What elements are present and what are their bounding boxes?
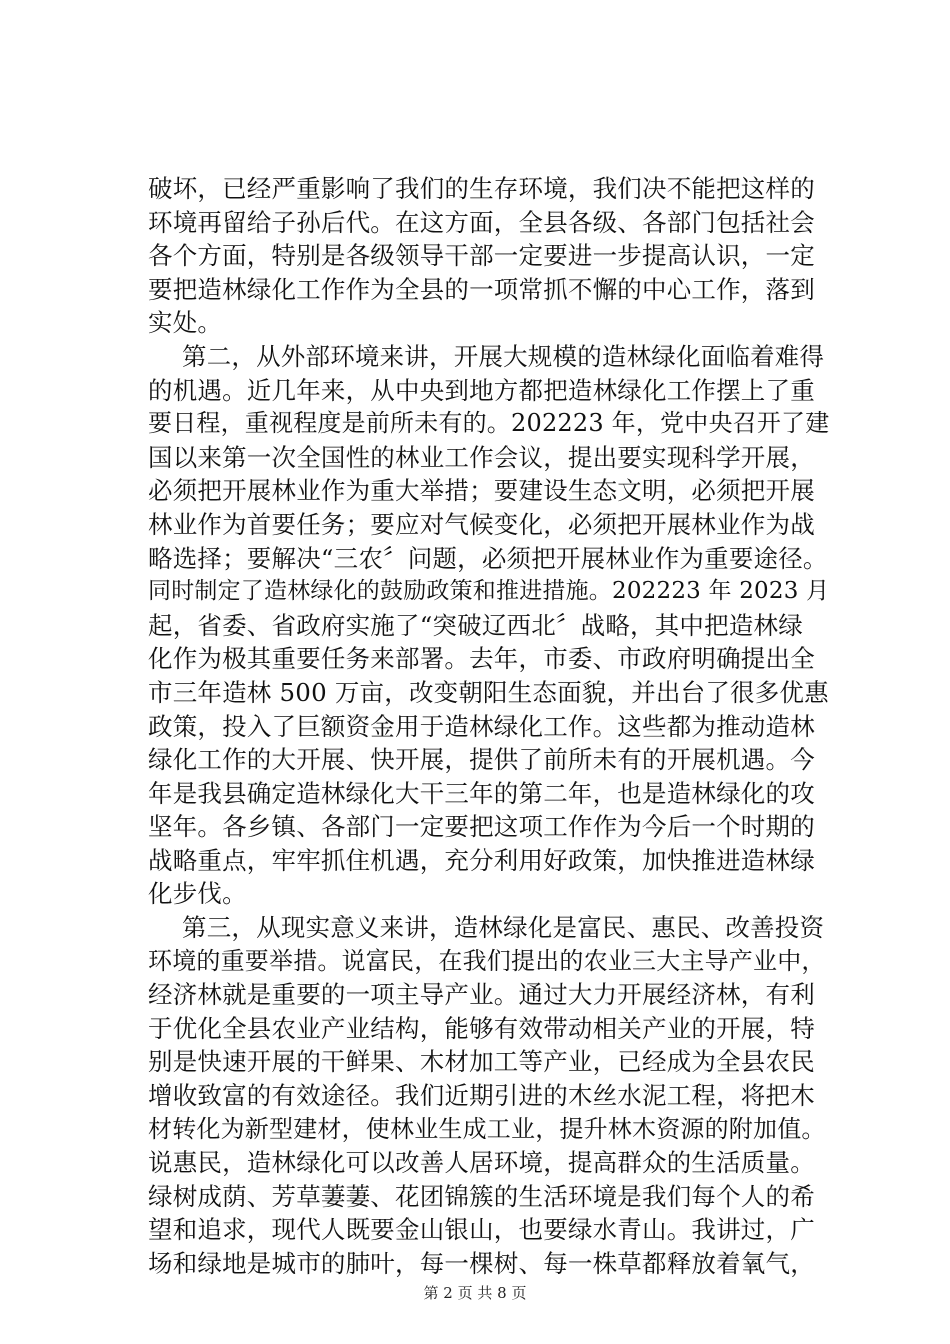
text-line: 第二，从外部环境来讲，开展大规模的造林绿化面临着难得 bbox=[182, 341, 825, 371]
text-line: 要把造林绿化工作作为全县的一项常抓不懈的中心工作，落到 bbox=[148, 274, 815, 304]
text-line: 经济林就是重要的一项主导产业。通过大力开展经济林，有利 bbox=[148, 980, 815, 1010]
text-line: 国以来第一次全国性的林业工作会议，提出要实现科学开展， bbox=[148, 442, 815, 472]
text-line: 市三年造林 500 万亩，改变朝阳生态面貌，并出台了很多优惠 bbox=[148, 677, 829, 707]
text-line: 必须把开展林业作为重大举措；要建设生态文明，必须把开展 bbox=[148, 476, 815, 506]
text-line: 同时制定了造林绿化的鼓励政策和推进措施。202223 年 2023 月 bbox=[148, 578, 830, 605]
text-line: 绿化工作的大开展、快开展，提供了前所未有的开展机遇。今 bbox=[148, 745, 815, 775]
text-line: 年是我县确定造林绿化大干三年的第二年，也是造林绿化的攻 bbox=[148, 778, 815, 808]
document-body bbox=[148, 172, 838, 1281]
text-line: 起，省委、省政府实施了“突破辽西北〞战略，其中把造林绿 bbox=[148, 610, 803, 640]
text-line: 化作为极其重要任务来部署。去年，市委、市政府明确提出全 bbox=[148, 644, 815, 674]
text-line: 望和追求，现代人既要金山银山，也要绿水青山。我讲过，广 bbox=[148, 1215, 815, 1245]
text-line: 林业作为首要任务；要应对气候变化，必须把开展林业作为战 bbox=[148, 509, 815, 539]
text-line: 的机遇。近几年来，从中央到地方都把造林绿化工作摆上了重 bbox=[148, 375, 815, 405]
text-line: 环境的重要举措。说富民，在我们提出的农业三大主导产业中， bbox=[148, 946, 826, 975]
text-line: 材转化为新型建材，使林业生成工业，提升林木资源的附加值。 bbox=[148, 1114, 826, 1143]
text-line: 化步伐。 bbox=[148, 879, 247, 909]
text-line: 破坏，已经严重影响了我们的生存环境，我们决不能把这样的 bbox=[148, 174, 815, 203]
text-line: 环境再留给子孙后代。在这方面，全县各级、各部门包括社会 bbox=[148, 207, 815, 237]
text-line: 战略重点，牢牢抓住机遇，充分利用好政策，加快推进造林绿 bbox=[148, 845, 815, 875]
page-footer: 第 2 页 共 8 页 bbox=[423, 1284, 527, 1302]
text-line: 增收致富的有效途径。我们近期引进的木丝水泥工程，将把木 bbox=[148, 1081, 815, 1111]
text-line: 坚年。各乡镇、各部门一定要把这项工作作为今后一个时期的 bbox=[148, 812, 815, 842]
text-line: 各个方面，特别是各级领导干部一定要进一步提高认识，一定 bbox=[148, 241, 815, 271]
text-line: 要日程，重视程度是前所未有的。202223 年，党中央召开了建 bbox=[148, 409, 830, 438]
text-line: 说惠民，造林绿化可以改善人居环境，提高群众的生活质量。 bbox=[148, 1148, 815, 1178]
text-line: 别是快速开展的干鲜果、木材加工等产业，已经成为全县农民 bbox=[148, 1047, 815, 1077]
text-line: 政策，投入了巨额资金用于造林绿化工作。这些都为推动造林 bbox=[148, 711, 815, 741]
text-line: 实处。 bbox=[148, 308, 223, 338]
text-line: 场和绿地是城市的肺叶，每一棵树、每一株草都释放着氧气， bbox=[148, 1249, 815, 1278]
text-line: 第三，从现实意义来讲，造林绿化是富民、惠民、改善投资 bbox=[182, 913, 825, 943]
text-line: 绿树成荫、芳草萋萋、花团锦簇的生活环境是我们每个人的希 bbox=[148, 1181, 815, 1211]
text-line: 于优化全县农业产业结构，能够有效带动相关产业的开展，特 bbox=[148, 1013, 815, 1043]
text-line: 略选择；要解决“三农〞问题，必须把开展林业作为重要途径。 bbox=[148, 543, 828, 573]
